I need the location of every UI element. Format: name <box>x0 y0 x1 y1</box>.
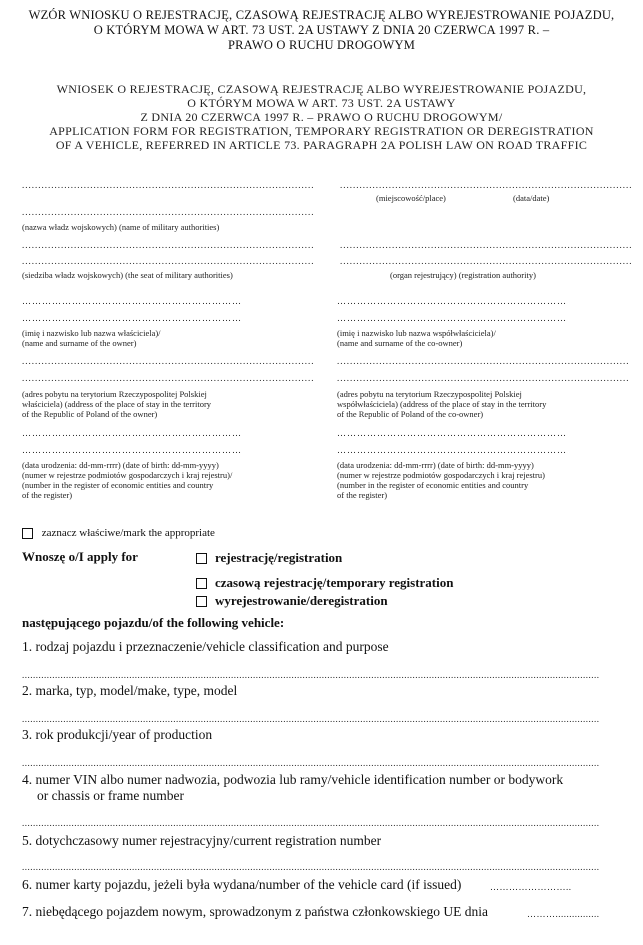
owner-address-field-2[interactable]: .......................................................................................... <box>22 373 315 383</box>
current-registration-field[interactable]: .................................................................................................................................................................................................................. <box>22 862 600 872</box>
title-line: WZÓR WNIOSKU O REJESTRACJĘ, CZASOWĄ REJESTRACJĘ ALBO WYREJESTROWANIE POJAZDU, <box>28 8 615 22</box>
coowner-address-label: (adres pobytu na terytorium Rzeczypospolitej Polskiej współwłaściciela) (address of the place of stay in the territory of the Republic of Poland of the co-owner) <box>337 389 547 419</box>
item-make-model: 2. marka, typ, model/make, type, model <box>22 683 238 698</box>
vehicle-classification-field[interactable]: .................................................................................................................................................................................................................. <box>22 670 600 680</box>
owner-dob-label: (data urodzenia: dd-mm-rrrr) (date of birth: dd-mm-yyyy) (numer w rejestrze podmiotów gospodarczych i kraj rejestru)/ (number in the register of economic entities and country of the register) <box>22 460 233 500</box>
year-field[interactable]: .................................................................................................................................................................................................................. <box>22 758 600 768</box>
registration-label: rejestrację/registration <box>215 550 343 565</box>
military-authority-field-2[interactable]: .......................................................................................... <box>22 207 315 217</box>
deregistration-checkbox[interactable] <box>196 596 207 607</box>
item-current-registration: 5. dotychczasowy numer rejestracyjny/current registration number <box>22 833 382 848</box>
owner-name-label: (imię i nazwisko lub nazwa właściciela)/ (name and surname of the owner) <box>22 328 161 348</box>
checkbox-icon <box>22 528 33 539</box>
subtitle-line: APPLICATION FORM FOR REGISTRATION, TEMPORARY REGISTRATION OR DEREGISTRATION <box>49 124 594 138</box>
owner-dob-field-2[interactable]: ………………………………………………………… <box>22 445 242 455</box>
place-date-field[interactable]: .......................................................................................... <box>340 180 633 190</box>
item-vehicle-card: 6. numer karty pojazdu, jeżeli była wydana/number of the vehicle card (if issued) <box>22 877 462 892</box>
authority-field-2[interactable]: .......................................................................................... <box>340 256 633 266</box>
deregistration-label: wyrejestrowanie/deregistration <box>215 593 388 608</box>
military-seat-field[interactable]: .......................................................................................... <box>22 240 315 250</box>
option-registration[interactable] <box>196 549 342 567</box>
vehicle-card-field[interactable]: …………………….. <box>490 882 572 892</box>
form-title <box>0 8 643 53</box>
place-label: (miejscowość/place) <box>376 193 446 203</box>
subtitle-line: O KTÓRYM MOWA W ART. 73 UST. 2A USTAWY <box>187 96 456 110</box>
vin-field[interactable]: .................................................................................................................................................................................................................. <box>22 818 600 828</box>
coowner-name-label: (imię i nazwisko lub nazwa współwłaściciela)/ (name and surname of the co-owner) <box>337 328 496 348</box>
title-line: O KTÓRYM MOWA W ART. 73 UST. 2A USTAWY Z DNIA 20 CZERWCA 1997 R. – <box>93 23 550 37</box>
military-authority-field[interactable]: .......................................................................................... <box>22 180 315 190</box>
owner-name-field[interactable]: ………………………………………………………… <box>22 296 242 306</box>
coowner-address-field[interactable]: .......................................................................................... <box>337 356 630 366</box>
coowner-dob-label: (data urodzenia: dd-mm-rrrr) (date of birth: dd-mm-yyyy) (numer w rejestrze podmiotów gospodarczych i kraj rejestru) (number in the register of economic entities and country of the register) <box>337 460 545 500</box>
mark-note-text: zaznacz właściwe/mark the appropriate <box>41 527 215 539</box>
subtitle-line: Z DNIA 20 CZERWCA 1997 R. – PRAWO O RUCHU DROGOWYM/ <box>140 110 503 124</box>
authority-label: (organ rejestrujący) (registration authority) <box>390 270 536 280</box>
item-vin-cont: or chassis or frame number <box>37 788 184 803</box>
owner-address-field[interactable]: .......................................................................................... <box>22 356 315 366</box>
item-eu-import: 7. niebędącego pojazdem nowym, sprowadzonym z państwa członkowskiego UE dnia <box>22 904 488 919</box>
apply-label: Wnoszę o/I apply for <box>22 549 138 564</box>
authority-field[interactable]: .......................................................................................... <box>340 240 633 250</box>
military-seat-label: (siedziba władz wojskowych) (the seat of military authorities) <box>22 270 233 280</box>
item-vin: 4. numer VIN albo numer nadwozia, podwozia lub ramy/vehicle identification number or bodywork <box>22 772 564 787</box>
item-year: 3. rok produkcji/year of production <box>22 727 213 742</box>
title-line: PRAWO O RUCHU DROGOWYM <box>227 38 416 52</box>
owner-address-label: (adres pobytu na terytorium Rzeczypospolitej Polskiej właściciela) (address of the place of stay in the territory of the Republic of Poland of the owner) <box>22 389 212 419</box>
vehicle-heading: następującego pojazdu/of the following vehicle: <box>22 615 285 630</box>
subtitle-line: OF A VEHICLE, REFERRED IN ARTICLE 73. PARAGRAPH 2A POLISH LAW ON ROAD TRAFFIC <box>55 138 588 152</box>
coowner-name-field-2[interactable]: …………………………………………………………… <box>337 313 567 323</box>
subtitle-line: WNIOSEK O REJESTRACJĘ, CZASOWĄ REJESTRACJĘ ALBO WYREJESTROWANIE POJAZDU, <box>56 82 587 96</box>
military-authority-label: (nazwa władz wojskowych) (name of military authorities) <box>22 222 220 232</box>
temporary-registration-checkbox[interactable] <box>196 578 207 589</box>
owner-name-field-2[interactable]: ………………………………………………………… <box>22 313 242 323</box>
military-seat-field-2[interactable]: .......................................................................................... <box>22 256 315 266</box>
registration-checkbox[interactable] <box>196 553 207 564</box>
option-temporary-registration[interactable] <box>196 574 453 592</box>
coowner-address-field-2[interactable]: .......................................................................................... <box>337 373 630 383</box>
coowner-dob-field-2[interactable]: …………………………………………………………… <box>337 445 567 455</box>
owner-dob-field[interactable]: ………………………………………………………… <box>22 428 242 438</box>
eu-import-date-field[interactable]: ………................ <box>527 909 600 919</box>
coowner-dob-field[interactable]: …………………………………………………………… <box>337 428 567 438</box>
coowner-name-field[interactable]: …………………………………………………………… <box>337 296 567 306</box>
temporary-registration-label: czasową rejestrację/temporary registration <box>215 575 454 590</box>
date-label: (data/date) <box>513 193 550 203</box>
item-vehicle-classification: 1. rodzaj pojazdu i przeznaczenie/vehicle classification and purpose <box>22 639 389 654</box>
mark-note <box>22 527 215 539</box>
make-model-field[interactable]: .................................................................................................................................................................................................................. <box>22 714 600 724</box>
option-deregistration[interactable] <box>196 592 388 610</box>
form-subtitle <box>0 82 643 152</box>
